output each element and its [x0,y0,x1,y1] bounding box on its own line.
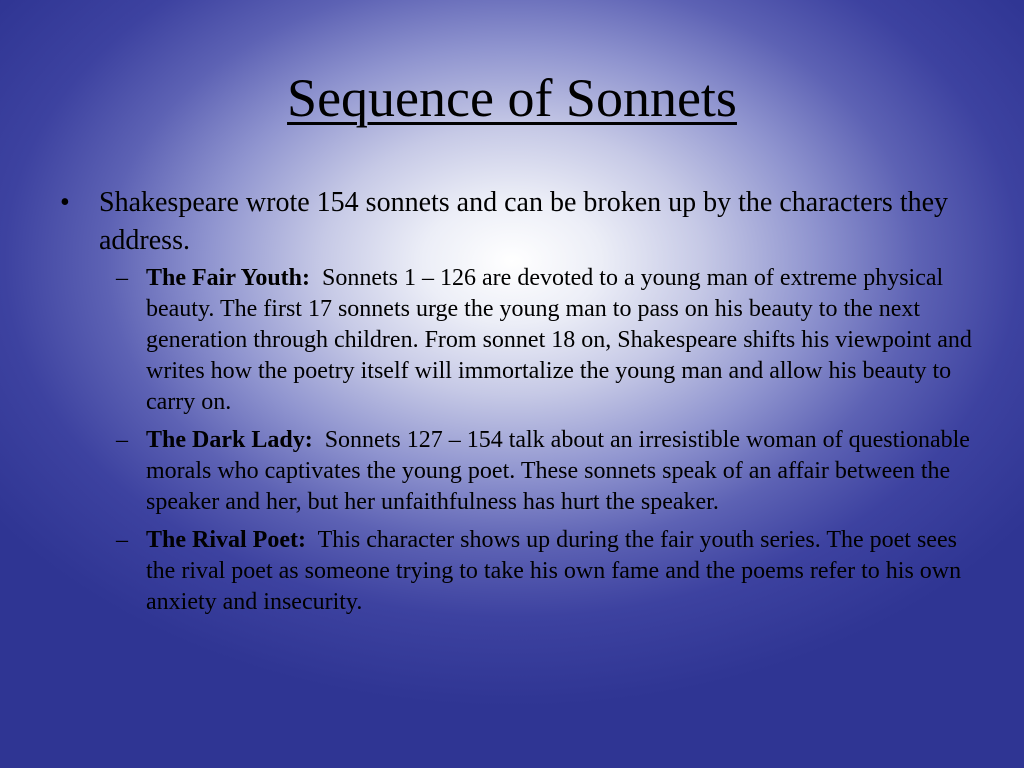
bullet-icon: • [60,187,70,218]
dash-icon: – [116,265,128,291]
slide-title: Sequence of Sonnets [287,68,737,128]
main-bullet-text: Shakespeare wrote 154 sonnets and can be broken up by the characters they address. [99,187,949,256]
sub-bullet-text: Sonnets 1 – 126 are devoted to a young man of extreme physical beauty. The first 17 sonnets urge the young man to pass on his beauty to the next generation through children. From sonnet 18 on, Shakespeare shifts his viewpoint and writes how the poetry itself will immortalize the young man and allow his beauty to carry on. [146,265,972,415]
sub-bullet-rival-poet [56,525,976,618]
dash-icon: – [116,527,128,553]
main-bullet [56,184,976,260]
sub-bullet-text: This character shows up during the fair youth series. The poet sees the rival poet as someone trying to take his own fame and the poems refer to his own anxiety and insecurity. [146,527,962,615]
sub-bullet-text: Sonnets 127 – 154 talk about an irresistible woman of questionable morals who captivates the young poet. These sonnets speak of an affair between the speaker and her, but her unfaithfulness has hurt the speaker. [146,427,970,515]
sub-bullet-dark-lady [56,425,976,518]
slide-content [56,184,976,625]
dash-icon: – [116,427,128,453]
sub-bullet-term: The Fair Youth: [146,265,311,291]
sub-bullet-list [56,263,976,618]
sub-bullet-fair-youth [56,263,976,418]
sub-bullet-term: The Dark Lady: [146,427,313,453]
sub-bullet-term: The Rival Poet: [146,527,306,553]
